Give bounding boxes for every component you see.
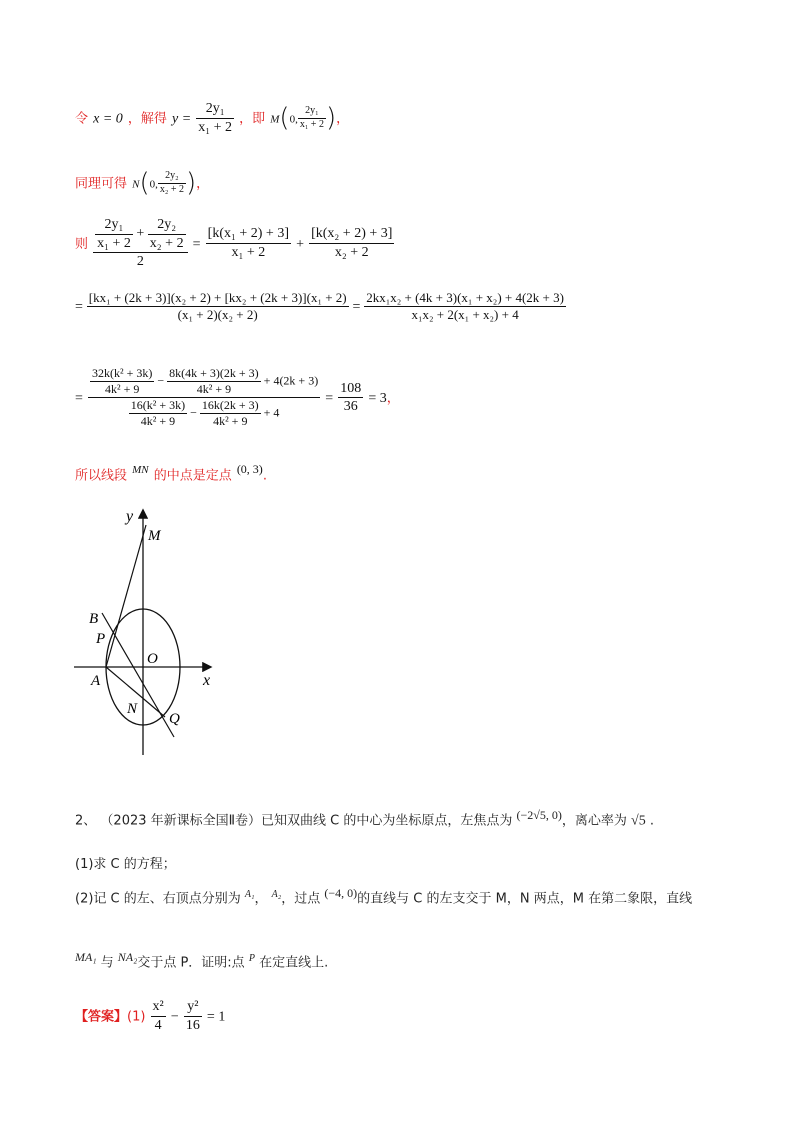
conclusion-end: . [262,468,267,484]
problem2-ecc: √5 [631,813,646,829]
problem2-comma: ， [254,891,268,907]
line3-top-b-num: 2y₂ [148,216,186,235]
line3-prefix: 则 [75,236,89,252]
line3-r1-den: x₁ + 2 [231,244,266,260]
line5-eq: = [75,391,83,406]
line5-big-num [88,366,320,398]
line5-top-b-num: 8k(4k + 3)(2k + 3) [169,366,259,380]
problem2-part3-c: 在定直线上. [259,955,329,971]
line1-fraction-den: x₁ + 2 [198,119,233,135]
line5-bot-a-den: 4k² + 9 [140,414,176,428]
problem2-part1 [75,853,176,872]
line5-result-den: 36 [343,399,358,414]
line1-point-label: M [270,113,280,126]
line5-top-a-num: 32k(k² + 3k) [92,366,153,380]
problem2-stem [75,808,654,829]
solution-line-5 [75,366,400,429]
problem2-point: (−4, 0) [324,886,358,900]
line1-point-left: 0, [289,113,298,126]
label-y: y [126,508,134,525]
label-B: B [89,611,99,627]
line4-num2: 2kx₁x₂ + (4k + 3)(x₁ + x₂) + 4(2k + 3) [364,290,566,307]
problem2-part1-text: (1)求 C 的方程； [75,857,176,872]
line5-big-fraction [88,366,320,429]
solution-line-1: 令 x = 0 ，解得 y = $\frac{\text{2y₁}}{\text{x₁ + 2}}$ ，即 M(0, $\frac{\text{2y₁}}{\text{x₁ + 2}}$ )， [75,101,350,135]
line5-bot-b [200,398,261,429]
answer-label: 【答案】 [75,1009,128,1025]
problem2-p: P [248,953,255,964]
solution-line-3: 则 $\frac{\text{2y₁}}{\text{x₁ + 2}}$ + $\frac{\text{2y₂}}{\text{x₂ + 2}}$ 2 = $\frac{\text{[k(x₁ + 2) + 3]}}{\text{x₁ + 2}}$ + $\frac{\text{[k(x₂ + 2) + 3]}}{\text{x₂ + 2}}$ [75,217,393,269]
line2-point-fraction [158,170,186,196]
problem2-source: （2023 年新课标全国Ⅱ卷） [100,813,262,829]
line1-point-den: x₁ + 2 [299,118,324,130]
line3-plus: + [136,226,145,242]
line5-bot-a [129,398,187,429]
line4-num: [kx₁ + (2k + 3)](x₂ + 2) + [kx₂ + (2k + 3)](x₁ + 2) [87,290,349,307]
line1-prefix: 令 [75,111,89,127]
line5-top-a-den: 4k² + 9 [104,382,140,396]
answer-minus: − [170,1009,179,1025]
line5-top-b [167,366,261,397]
line5-top-b-den: 4k² + 9 [196,382,232,396]
problem2-number: 2、 [75,813,97,829]
answer-fraction-a [151,998,166,1034]
label-x: x [203,672,211,689]
problem2-part2-c: 的直线与 C 的左支交于 M，N 两点，M 在第二象限，直线 [357,891,693,907]
line5-result-fraction [338,380,363,416]
line3-top-a-num: 2y₁ [95,216,133,235]
line3-top-a [95,216,133,252]
label-P: P [96,631,106,647]
label-Q: Q [169,711,180,727]
line5-result: = 3 [368,391,387,406]
line5-bot-minus: − [190,405,197,420]
problem2-part2-b: ，过点 [281,891,321,907]
line3-top-b [148,216,186,252]
problem2-text-a: 已知双曲线 C 的中心为坐标原点，左焦点为 [261,813,513,829]
line1-point-num: 2y₁ [298,105,326,119]
line2-point-left: 0, [149,178,158,191]
line3-r1 [206,225,291,261]
solution-conclusion [75,462,267,483]
line5-top-minus: − [157,373,165,388]
conclusion-mn: MN [132,464,149,476]
problem2-part3-a: 与 [100,955,114,971]
answer-den-b: 16 [185,1017,200,1033]
line-AM [106,525,146,667]
line3-top-a-den: x₁ + 2 [97,235,131,251]
line1-eq-lhs: y = [171,111,192,127]
line2-end: ， [196,176,210,192]
line5-top-tail: + 4(2k + 3) [263,373,319,388]
answer-num-b: y² [184,998,202,1017]
line4-fraction-2 [364,290,566,324]
line5-bot-b-num: 16k(2k + 3) [201,398,259,412]
line4-fraction-1 [87,290,349,324]
conclusion-text-a: 所以线段 [75,468,128,484]
conclusion-point: (0, 3) [236,462,263,476]
line3-top-b-den: x₂ + 2 [149,235,184,251]
label-N: N [127,701,138,717]
problem2-text-c: . [649,813,655,829]
answer-den-a: 4 [154,1017,162,1033]
line5-result-num: 108 [338,380,363,399]
line5-bot-tail: + 4 [263,405,280,420]
problem2-focus: (−2√5, 0) [516,808,562,822]
line5-end: ， [386,391,400,406]
line5-bot-a-num: 16(k² + 3k) [130,398,186,412]
answer-part: (1) [127,1009,146,1025]
line1-mid2: ，即 [239,111,266,127]
line3-r2 [309,225,394,261]
line1-cond: x = 0 [93,111,123,127]
label-M: M [148,528,161,544]
line2-point-den: x₂ + 2 [159,183,184,195]
problem2-part2-a: (2)记 C 的左、右顶点分别为 [75,891,241,907]
problem2-part3 [75,950,328,970]
problem2-part2 [75,886,692,906]
line3-left-num [93,216,187,253]
problem2-na2: NA₂ [117,950,138,964]
line3-eq: = [192,236,201,252]
line2-point-num: 2y₂ [158,170,186,184]
line5-big-den [88,398,320,429]
line5-eq2: = [325,391,334,406]
line4-eq2: = [352,299,361,315]
line5-top-a [90,366,154,397]
line1-fraction-num: 2y₁ [196,100,234,119]
problem2-text-b: ，离心率为 [561,813,627,829]
answer-num-a: x² [151,998,166,1017]
solution-line-4 [75,290,566,324]
line4-den2: x₁x₂ + 2(x₁ + x₂) + 4 [411,307,519,323]
line4-eq: = [75,299,83,315]
line1-mid: ，解得 [127,111,167,127]
line1-end: ， [336,111,350,127]
problem2-a1: A₁ [244,889,255,900]
line3-r2-num: [k(x₂ + 2) + 3] [309,225,394,244]
answer-fraction-b [184,998,202,1034]
line1-fraction [196,100,234,136]
conclusion-text-b: 的中点是定点 [153,468,232,484]
line3-r2-den: x₂ + 2 [334,244,369,260]
line2-prefix: 同理可得 [75,176,128,192]
answer-line [75,998,225,1034]
line3-left-den: 2 [136,254,144,269]
problem2-a2: A₂ [271,889,282,900]
solution-line-2: 同理可得 N(0, $\frac{\text{2y₂}}{\text{x₂ + 2}}$ )， [75,168,210,198]
line1-point-fraction [298,105,326,131]
line5-bot-b-den: 4k² + 9 [213,414,248,428]
ellipse-figure [70,505,230,765]
line3-left-fraction [93,216,187,271]
problem2-part3-b: 交于点 P．证明:点 [137,955,245,971]
line4-den: (x₁ + 2)(x₂ + 2) [177,307,258,323]
line-BQ [102,613,174,737]
answer-tail: = 1 [206,1009,226,1025]
label-A: A [91,673,101,689]
line2-point-label: N [132,178,140,191]
line3-r1-num: [k(x₁ + 2) + 3] [206,225,291,244]
label-O: O [147,651,158,667]
problem2-ma1: MA₁ [75,950,97,964]
